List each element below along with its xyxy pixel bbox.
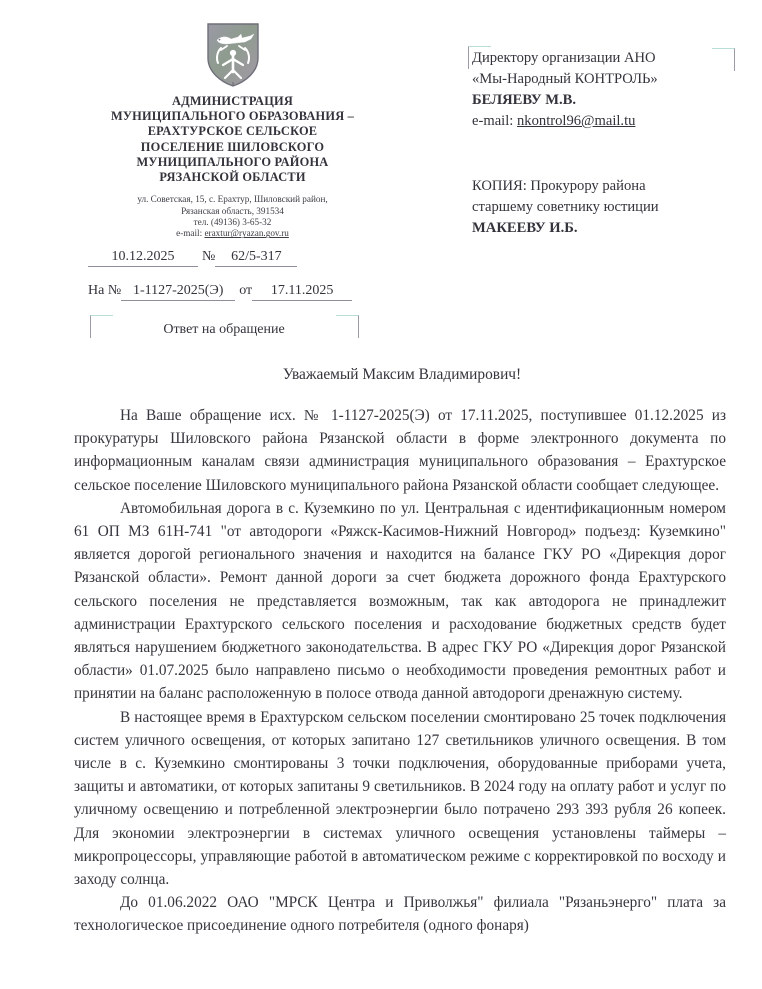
addressee-organization: «Мы-Народный КОНТРОЛЬ»	[472, 71, 658, 87]
letter-body	[74, 404, 726, 938]
body-paragraph-3: В настоящее время в Ерахтурском сельском поселении смонтировано 25 точек подключения систем уличного освещения, от которых запитано 127 светильников уличного освещения. В том числе в с. Куземкино смонтированы 3 точки подключения, оборудованные приборами учета, защиты и автоматики, от которых запитаны 9 светильников. В 2024 году на оплату работ и услуг по уличному освещению и потребленной электроэнергии было потрачено 293 393 рубля 26 копеек. Для экономии электроэнергии в системах уличного освещения установлены таймеры – микропроцессоры, управляющие работой в автоматическом режиме с корректировкой по восходу и заходу солнца.	[74, 708, 726, 889]
email-label: e-mail:	[176, 228, 203, 239]
letterhead	[60, 22, 405, 240]
copy-recipient-name: МАКЕЕВУ И.Б.	[472, 220, 578, 236]
incoming-prefix: На №	[88, 283, 122, 298]
addressee-email[interactable]: nkontrol96@mail.tu	[517, 113, 636, 129]
greeting-line: Уважаемый Максим Владимирович!	[282, 366, 522, 383]
organization-name	[60, 94, 405, 185]
address-line-1: ул. Советская, 15, с. Ерахтур, Шиловский район,	[137, 194, 328, 205]
addressee-block	[472, 48, 730, 132]
addressee-email-line	[472, 111, 730, 132]
addressee-role: Директору организации АНО	[472, 50, 656, 66]
coat-of-arms-icon	[205, 22, 261, 88]
org-line-1: АДМИНИСТРАЦИЯ	[171, 94, 294, 108]
outgoing-date: 10.12.2025	[88, 249, 198, 267]
incoming-date: 17.11.2025	[252, 283, 352, 301]
email-line	[60, 228, 405, 239]
body-paragraph-4: До 01.06.2022 ОАО "МРСК Центра и Приволжья" филиала "Рязаньэнерго" плата за технологическое присоединение одного потребителя (одного фонаря)	[74, 894, 726, 935]
copy-line-1: КОПИЯ: Прокурору района	[472, 178, 646, 194]
org-line-4: ПОСЕЛЕНИЕ ШИЛОВСКОГО	[140, 139, 325, 154]
email-address[interactable]: eraxtur@ryazan.gov.ru	[204, 228, 289, 239]
addressee-name: БЕЛЯЕВУ М.В.	[472, 92, 577, 108]
number-sign: №	[202, 249, 216, 264]
contact-details	[60, 194, 405, 240]
body-paragraph-2: Автомобильная дорога в с. Куземкино по ул. Центральная с идентификационным номером 61 ОП МЗ 61Н-741 "от автодороги «Ряжск-Касимов-Нижний Новгород» подъезд: Куземкино" является дорогой регионального значения и находится на балансе ГКУ РО «Дирекция дорог Рязанской области». Ремонт данной дороги за счет бюджета дорожного фонда Ерахтурского сельского поселения не представляется возможным, так как автодорога не принадлежит администрации Ерахтурского сельского поселения и расходование бюджетных средств будет являться нарушением бюджетного законодательства. В адрес ГКУ РО «Дирекция дорог Рязанской области» 01.07.2025 было направлено письмо о необходимости проведения ремонтных работ и принятии на баланс расположенную в полосе отвода данной автодороги дренажную систему.	[74, 499, 726, 703]
addressee-email-label: e-mail:	[472, 113, 514, 129]
copy-line-2: старшему советнику юстиции	[472, 199, 659, 215]
phone-line: тел. (49136) 3-65-32	[193, 217, 272, 228]
emblem-container	[60, 22, 405, 88]
incoming-from-label: от	[239, 283, 253, 298]
subject-line: Ответ на обращение	[163, 322, 285, 337]
incoming-number: 1-1127-2025(Э)	[121, 283, 235, 301]
org-line-6: РЯЗАНСКОЙ ОБЛАСТИ	[159, 170, 306, 185]
org-line-3: ЕРАХТУРСКОЕ СЕЛЬСКОЕ	[147, 124, 318, 139]
incoming-reference-line	[88, 283, 352, 301]
outgoing-reference-line	[88, 249, 297, 267]
copy-recipient-block	[472, 176, 730, 239]
address-line-2: Рязанская область, 391534	[181, 205, 284, 216]
body-paragraph-1: На Ваше обращение исх. № 1-1127-2025(Э) от 17.11.2025, поступившее 01.12.2025 из прокуратуры Шиловского района Рязанской области в форме электронного документа по информационным каналам связи администрация муниципального образования – Ерахтурское сельское поселение Шиловского муниципального района Рязанской области сообщает следующее.	[74, 407, 726, 494]
outgoing-number: 62/5-317	[215, 249, 297, 267]
org-line-5: МУНИЦИПАЛЬНОГО РАЙОНА	[136, 154, 329, 169]
org-line-2: МУНИЦИПАЛЬНОГО ОБРАЗОВАНИЯ –	[110, 109, 355, 124]
